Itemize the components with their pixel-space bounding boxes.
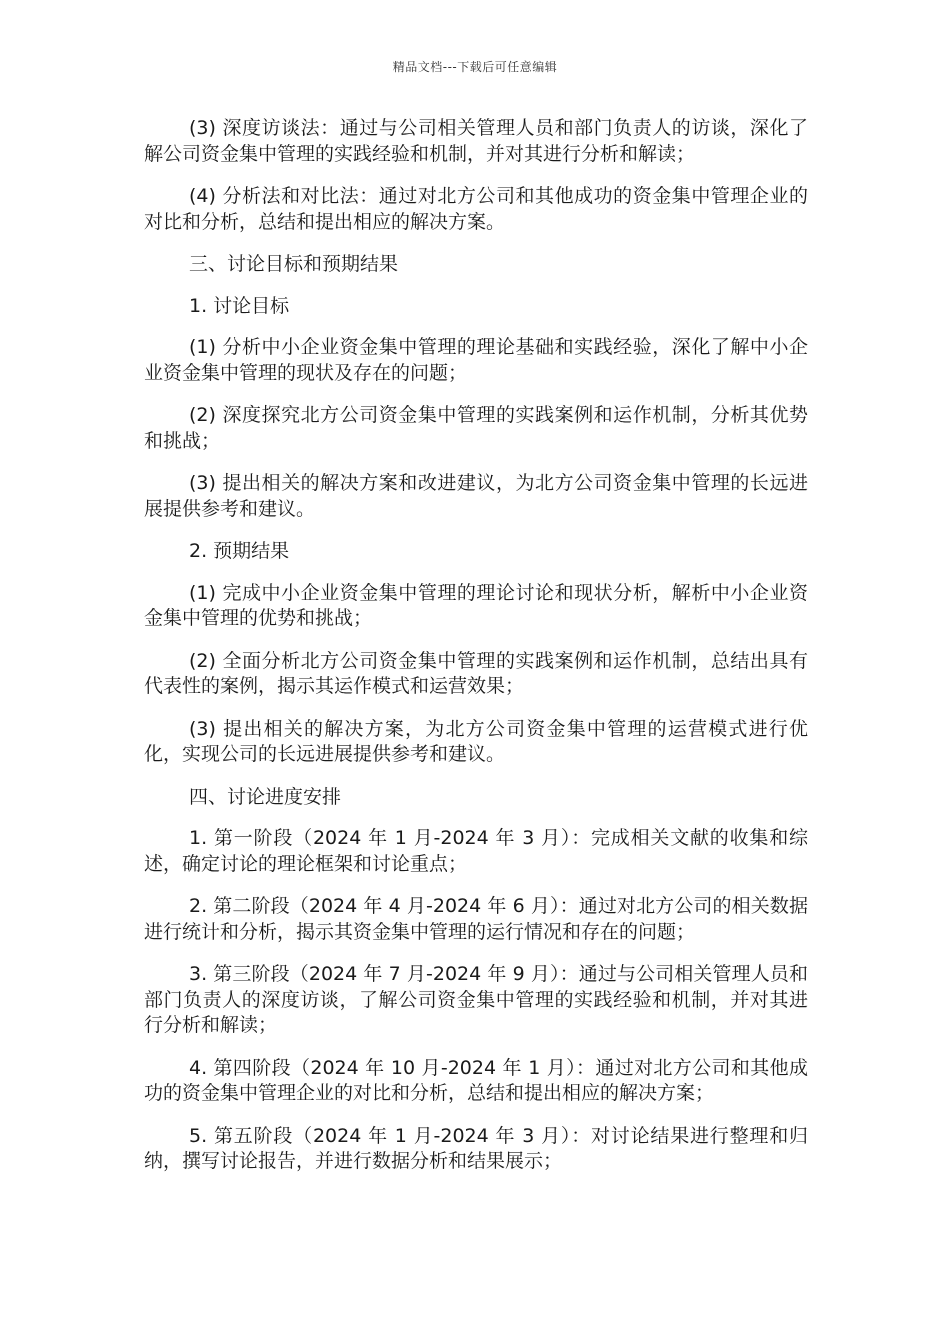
paragraph-goal-2: (2) 深度探究北方公司资金集中管理的实践案例和运作机制，分析其优势和挑战； — [144, 404, 808, 452]
paragraph-phase-5: 5. 第五阶段（2024 年 1 月-2024 年 3 月）：对讨论结果进行整理和归纳，撰写讨论报告，并进行数据分析和结果展示； — [144, 1124, 808, 1172]
paragraph-phase-2: 2. 第二阶段（2024 年 4 月-2024 年 6 月）：通过对北方公司的相关数据进行统计和分析，揭示其资金集中管理的运行情况和存在的问题； — [144, 895, 808, 943]
paragraph-phase-1: 1. 第一阶段（2024 年 1 月-2024 年 3 月）：完成相关文献的收集和综述，确定讨论的理论框架和讨论重点； — [144, 827, 808, 875]
paragraph-phase-3: 3. 第三阶段（2024 年 7 月-2024 年 9 月）：通过与公司相关管理人员和部门负责人的深度访谈，了解公司资金集中管理的实践经验和机制，并对其进行分析和解读； — [144, 963, 808, 1036]
section-heading-goals: 三、讨论目标和预期结果 — [189, 253, 399, 275]
paragraph-phase-4: 4. 第四阶段（2024 年 10 月-2024 年 1 月）：通过对北方公司和其他成功的资金集中管理企业的对比和分析，总结和提出相应的解决方案； — [144, 1056, 808, 1104]
section-heading-schedule: 四、讨论进度安排 — [189, 785, 342, 808]
paragraph-goal-1: (1) 分析中小企业资金集中管理的理论基础和实践经验，深化了解中小企业资金集中管理的现状及存在的问题； — [144, 336, 808, 384]
subheading-expected-results: 2. 预期结果 — [189, 540, 290, 562]
paragraph-goal-3: (3) 提出相关的解决方案和改进建议，为北方公司资金集中管理的长远进展提供参考和建议。 — [144, 472, 808, 520]
paragraph-result-2: (2) 全面分析北方公司资金集中管理的实践案例和运作机制，总结出具有代表性的案例，揭示其运作模式和运营效果； — [144, 649, 808, 697]
paragraph-method-3: (3) 深度访谈法：通过与公司相关管理人员和部门负责人的访谈，深化了解公司资金集中管理的实践经验和机制，并对其进行分析和解读； — [144, 117, 808, 165]
document-body — [144, 116, 808, 1192]
page-header: 精品文档---下载后可任意编辑 — [392, 60, 558, 74]
paragraph-result-1: (1) 完成中小企业资金集中管理的理论讨论和现状分析，解析中小企业资金集中管理的优势和挑战； — [144, 581, 808, 629]
paragraph-method-4: (4) 分析法和对比法：通过对北方公司和其他成功的资金集中管理企业的对比和分析，总结和提出相应的解决方案。 — [144, 185, 808, 233]
subheading-goals: 1. 讨论目标 — [189, 294, 290, 317]
paragraph-result-3: (3) 提出相关的解决方案，为北方公司资金集中管理的运营模式进行优化，实现公司的长远进展提供参考和建议。 — [144, 717, 808, 765]
